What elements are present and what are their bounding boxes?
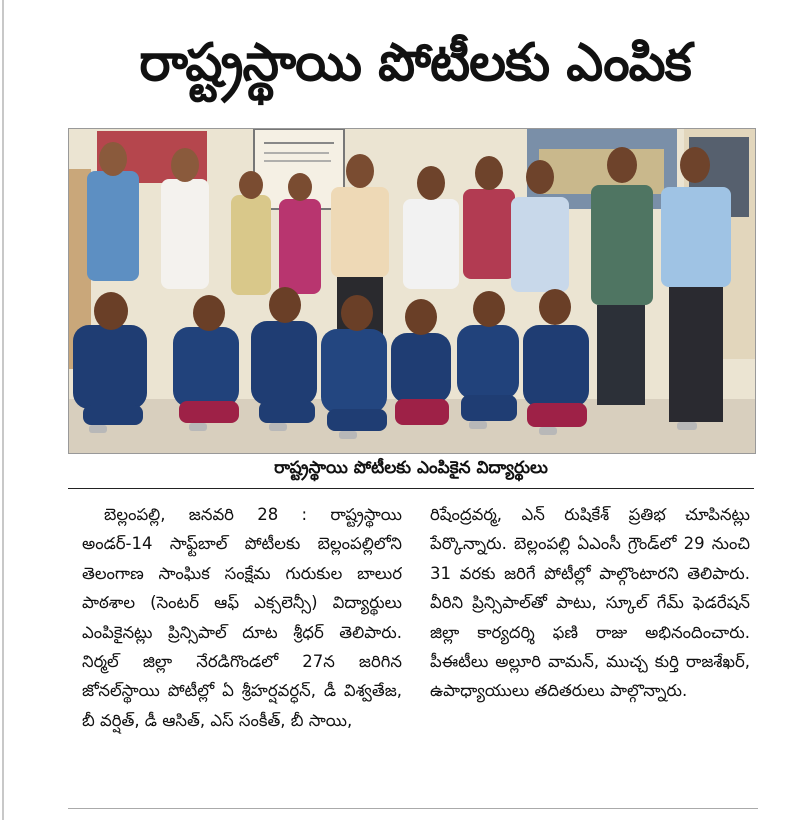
page-margin-rule bbox=[2, 0, 4, 820]
article-paragraph: రిషేంద్రవర్మ, ఎన్ రుషికేశ్ ప్రతిభ చూపినట్లు పేర్కొన్నారు. బెల్లంపల్లి ఏఎంసీ గ్రౌండ్‌లో 29 నుంచి 31 వరకు జరిగే పోటీల్లో పాల్గొంటారని తెలిపారు. వీరిని ప్రిన్సిపాల్‌తో పాటు, స్కూల్ గేమ్ ఫెడరేషన్ జిల్లా కార్యదర్శి ఫణి రాజు అభినందించారు. పీఈటీలు అల్లూరి వామన్, ముచ్చ కుర్తి రాజశేఖర్, ఉపాధ్యాయులు తదితరులు పాల్గొన్నారు. bbox=[430, 505, 750, 701]
group-photo-illustration bbox=[69, 129, 755, 453]
news-photo bbox=[68, 128, 756, 454]
bottom-divider bbox=[68, 808, 758, 809]
article-column-left bbox=[82, 500, 402, 800]
photo-caption: రాష్ట్రస్థాయి పోటీలకు ఎంపికైన విద్యార్థులు bbox=[274, 458, 548, 478]
headline: రాష్ట్రస్థాయి పోటీలకు ఎంపిక bbox=[139, 33, 691, 93]
article-paragraph: బెల్లంపల్లి, జనవరి 28 : రాష్ట్రస్థాయి అండర్-14 సాఫ్ట్‌బాల్ పోటీలకు బెల్లంపల్లిలోని తెలంగాణ సాంఘిక సంక్షేమ గురుకుల బాలుర పాఠశాల (సెంటర్ ఆఫ్ ఎక్సలెన్సీ) విద్యార్థులు ఎంపికైనట్లు ప్రిన్సిపాల్ దూట శ్రీధర్ తెలిపారు. నిర్మల్ జిల్లా నేరడిగొండలో 27న జరిగిన జోనల్‌స్థాయి పోటీల్లో ఏ శ్రీహర్షవర్ధన్, డీ విశ్వతేజ, బీ వర్షిత్, డీ ఆసిత్, ఎస్ సంకీత్, బీ సాయి, bbox=[82, 505, 402, 730]
article-column-right bbox=[430, 500, 750, 800]
photo-caption-box bbox=[68, 452, 754, 489]
